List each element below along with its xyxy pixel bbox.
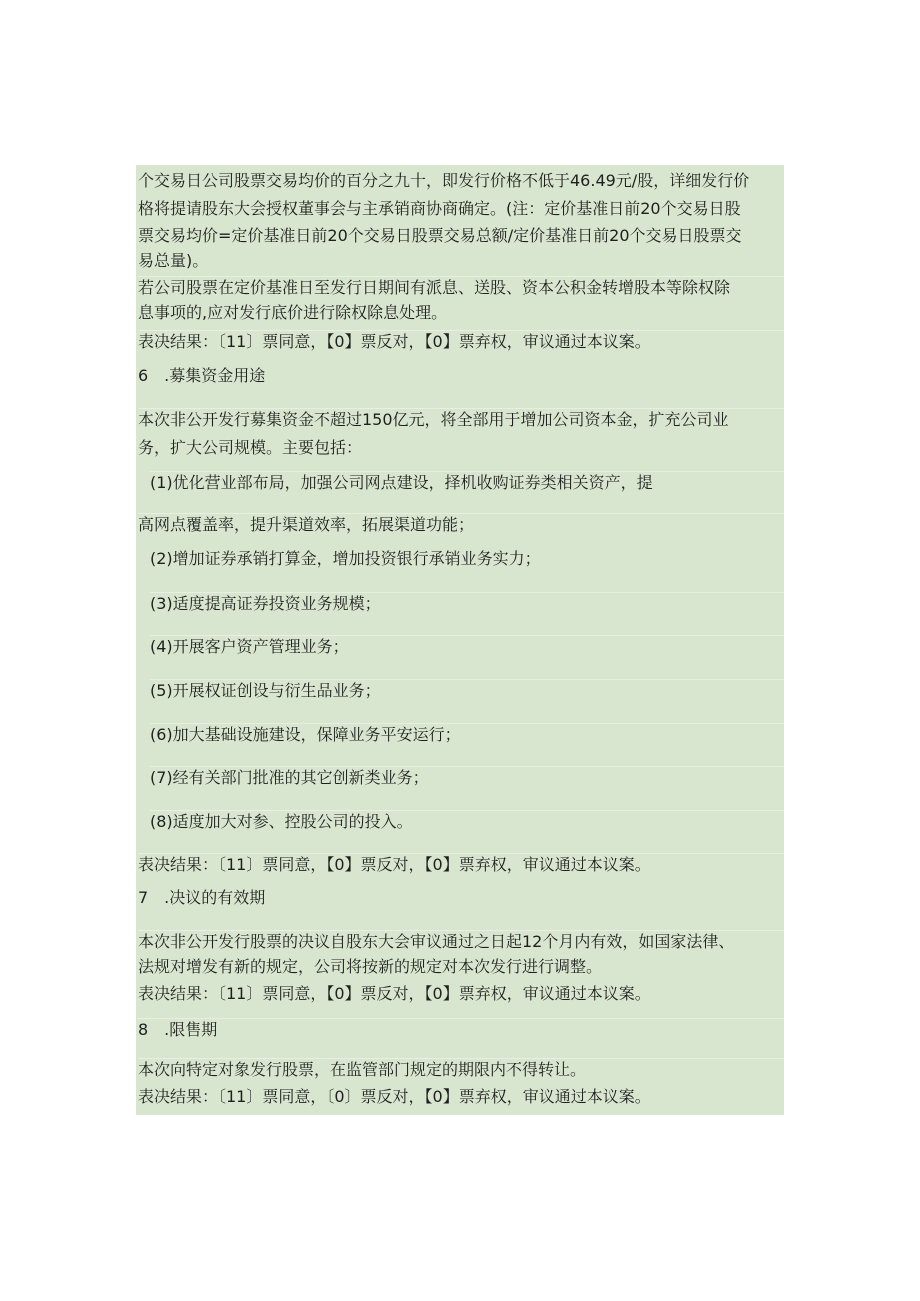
vote-result: 表决结果：〔11〕票同意，【0】票反对，【0】票弃权，审议通过本议案。 xyxy=(138,853,784,876)
text-line: 票交易均价=定价基准日前20个交易日股票交易总额/定价基准日前20个交易日股票交 xyxy=(138,226,742,245)
list-item: (1)优化营业部布局，加强公司网点建设，择机收购证券类相关资产，提 xyxy=(150,471,784,494)
document-page xyxy=(136,165,784,1115)
text-line: 高网点覆盖率，提升渠道效率，拓展渠道功能； xyxy=(138,513,784,536)
vote-result: 表决结果：〔11〕票同意，〔0〕票反对，【0】票弃权，审议通过本议案。 xyxy=(138,1087,651,1106)
list-item: (6)加大基础设施建设，保障业务平安运行； xyxy=(150,723,784,746)
text-line: 本次向特定对象发行股票，在监管部门规定的期限内不得转让。 xyxy=(138,1058,784,1081)
vote-result: 表决结果：〔11〕票同意，【0】票反对，【0】票弃权，审议通过本议案。 xyxy=(138,984,651,1003)
text-line: 法规对增发有新的规定，公司将按新的规定对本次发行进行调整。 xyxy=(138,957,603,976)
section-heading: 6 .募集资金用途 xyxy=(138,366,266,385)
text-line: 本次非公开发行募集资金不超过150亿元，将全部用于增加公司资本金，扩充公司业 xyxy=(138,408,784,431)
text-line: 格将提请股东大会授权董事会与主承销商协商确定。(注：定价基准日前20个交易日股 xyxy=(138,199,741,218)
text-line: 若公司股票在定价基准日至发行日期间有派息、送股、资本公积金转增股本等除权除 xyxy=(138,276,784,299)
vote-result: 表决结果：〔11〕票同意，【0】票反对，【0】票弃权，审议通过本议案。 xyxy=(138,330,784,353)
text-line: 务，扩大公司规模。主要包括： xyxy=(138,438,363,457)
list-item: (7)经有关部门批准的其它创新类业务； xyxy=(150,766,784,789)
list-item: (5)开展权证创设与衍生品业务； xyxy=(150,679,784,702)
text-line: 息事项的,应对发行底价进行除权除息处理。 xyxy=(138,303,448,322)
section-heading: 8 .限售期 xyxy=(138,1018,784,1041)
text-line: 本次非公开发行股票的决议自股东大会审议通过之日起12个月内有效，如国家法律、 xyxy=(138,930,784,953)
list-item: (8)适度加大对参、控股公司的投入。 xyxy=(150,810,784,833)
list-item: (2)增加证券承销打算金，增加投资银行承销业务实力； xyxy=(150,549,541,568)
text-line: 易总量)。 xyxy=(138,251,209,270)
list-item: (4)开展客户资产管理业务； xyxy=(150,635,784,658)
text-line: 个交易日公司股票交易均价的百分之九十，即发行价格不低于46.49元/股，详细发行价 xyxy=(138,171,750,190)
list-item: (3)适度提高证券投资业务规模； xyxy=(150,592,784,615)
section-heading: 7 .决议的有效期 xyxy=(138,888,266,907)
